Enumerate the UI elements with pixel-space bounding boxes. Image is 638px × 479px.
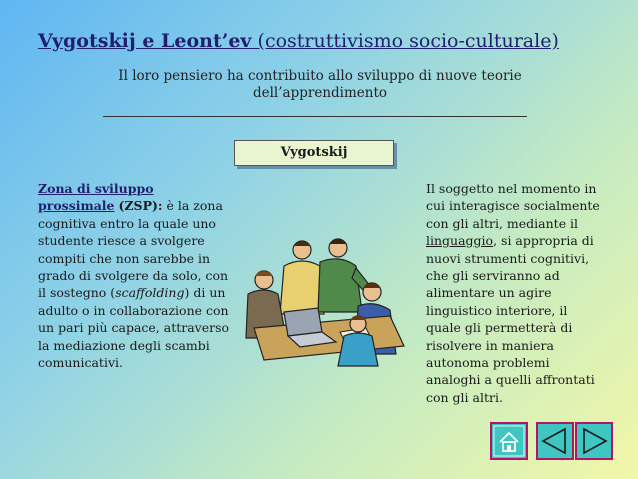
slide-subtitle: Il loro pensiero ha contribuito allo sviluppo di nuove teorie dell’apprendimento (118, 68, 522, 101)
divider-line (103, 116, 527, 117)
people-at-laptop-illustration (240, 228, 410, 378)
language-paragraph (426, 180, 606, 406)
home-button[interactable] (490, 422, 528, 460)
previous-slide-button[interactable] (536, 422, 574, 460)
slide-title (38, 30, 598, 52)
zsp-term: Zona di sviluppo prossimale (38, 181, 154, 214)
zsp-text-2: ) di un adulto o in collaborazione con un pari più capace, attraverso la mediazione degli scambi comunicativi. (38, 285, 230, 371)
person-back-left (280, 241, 324, 314)
language-text-2: , si appropria di nuovi strumenti cognitivi, che gli serviranno ad alimentare un agire linguistico interiore, il quale gli permetterà di risolvere in maniera autonoma problemi analoghi a quelli affrontati con gli altri. (426, 233, 595, 405)
linguaggio-link[interactable]: linguaggio (426, 233, 494, 249)
title-bold: Vygotskij e Leont’ev (38, 30, 252, 52)
language-text-1: Il soggetto nel momento in cui interagisce socialmente con gli altri, mediante il (426, 181, 600, 231)
zsp-text-1: è la zona cognitiva entro la quale uno studente riesce a svolgere compiti che non sarebbe in grado di svolgere da solo, con il sostegno ( (38, 198, 229, 301)
section-label-box: Vygotskij (234, 140, 394, 166)
title-rest: (costruttivismo socio-culturale) (257, 30, 559, 52)
zsp-paragraph (38, 180, 230, 371)
scaffolding-term: scaffolding (115, 285, 185, 301)
next-slide-button[interactable] (575, 422, 613, 460)
zsp-abbr: (ZSP): (118, 198, 163, 214)
